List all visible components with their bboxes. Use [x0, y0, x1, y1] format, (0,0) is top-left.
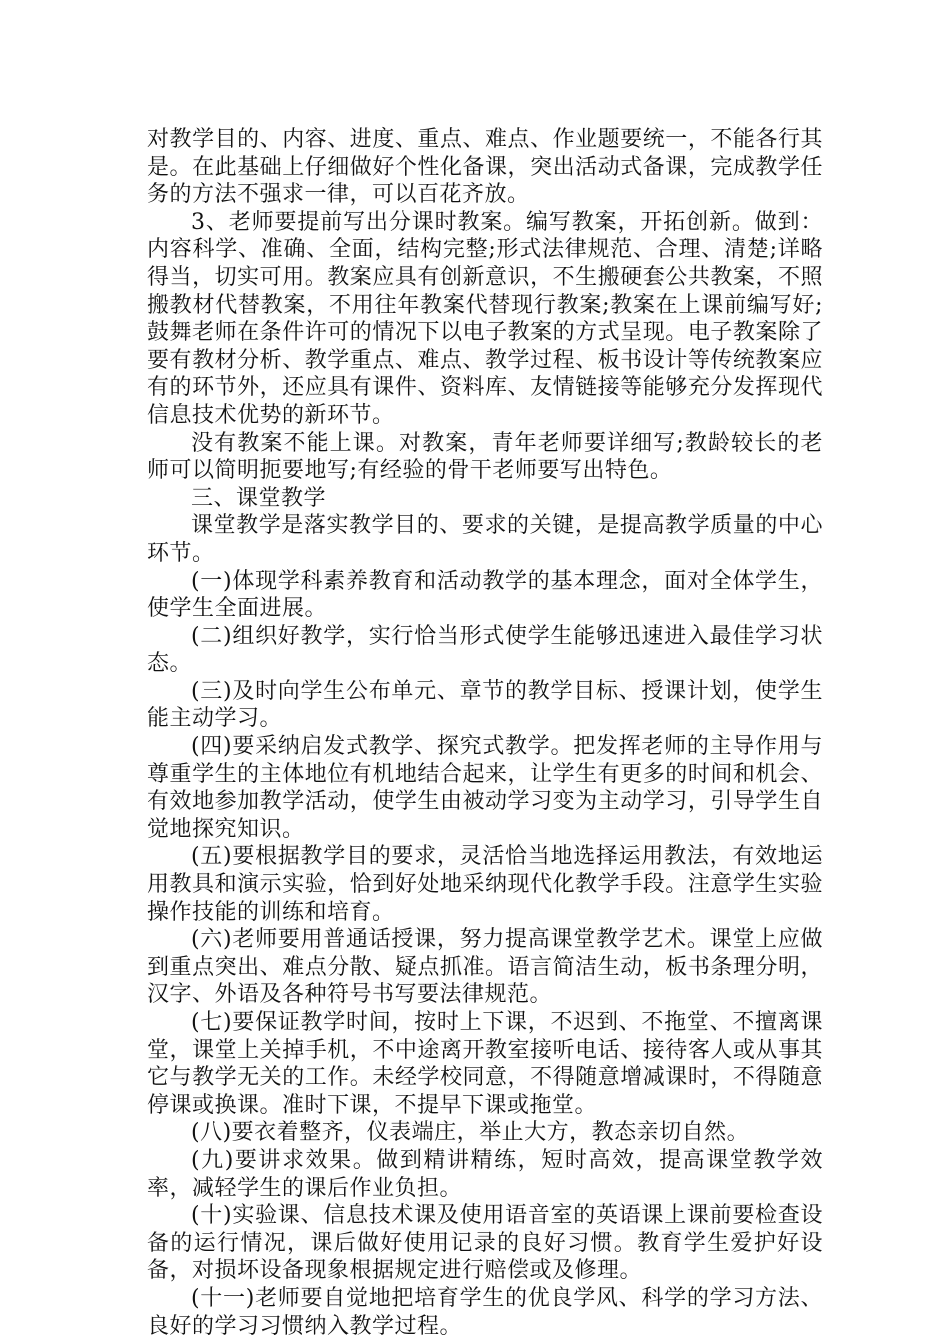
- section-heading-classroom-teaching: 三、课堂教学: [191, 485, 327, 511]
- paragraph-item-7: (七)要保证教学时间，按时上下课，不迟到、不拖堂、不擅离课堂，课堂上关掉手机，不中途离开教室接听电话、接待客人或从事其它与教学无关的工作。未经学校同意，不得随意增减课时，不得随意停课或换课。准时下课，不提早下课或拖堂。: [147, 1010, 823, 1118]
- paragraph-item-2: (二)组织好教学，实行恰当形式使学生能够迅速进入最佳学习状态。: [147, 623, 823, 677]
- paragraph-continuation: 对教学目的、内容、进度、重点、难点、作业题要统一，不能各行其是。在此基础上仔细做好个性化备课，突出活动式备课，完成教学任务的方法不强求一律，可以百花齐放。: [147, 127, 823, 208]
- paragraph-item-10: (十)实验课、信息技术课及使用语音室的英语课上课前要检查设备的运行情况，课后做好使用记录的良好习惯。教育学生爱护好设备，对损坏设备现象根据规定进行赔偿或及修理。: [147, 1203, 823, 1284]
- paragraph-lesson-plan: 3、老师要提前写出分课时教案。编写教案，开拓创新。做到：内容科学、准确、全面，结构完整;形式法律规范、合理、清楚;详略得当，切实可用。教案应具有创新意识，不生搬硬套公共教案，不照搬教材代替教案，不用往年教案代替现行教案;教案在上课前编写好;鼓舞老师在条件许可的情况下以电子教案的方式呈现。电子教案除了要有教材分析、教学重点、难点、教学过程、板书设计等传统教案应有的环节外，还应具有课件、资料库、友情链接等能够充分发挥现代信息技术优势的新环节。: [147, 209, 823, 428]
- paragraph-item-4: (四)要采纳启发式教学、探究式教学。把发挥老师的主导作用与尊重学生的主体地位有机地结合起来，让学生有更多的时间和机会、有效地参加教学活动，使学生由被动学习变为主动学习，引导学生自觉地探究知识。: [147, 734, 823, 842]
- paragraph-item-8: (八)要衣着整齐，仪表端庄，举止大方，教态亲切自然。: [191, 1120, 750, 1146]
- paragraph-item-6: (六)老师要用普通话授课，努力提高课堂教学艺术。课堂上应做到重点突出、难点分散、疑点抓准。语言简洁生动，板书条理分明，汉字、外语及各种符号书写要法律规范。: [147, 927, 823, 1008]
- paragraph-classroom-intro: 课堂教学是落实教学目的、要求的关键，是提高教学质量的中心环节。: [147, 513, 823, 566]
- paragraph-item-9: (九)要讲求效果。做到精讲精练，短时高效，提高课堂教学效率，减轻学生的课后作业负担。: [147, 1147, 823, 1201]
- paragraph-item-11: (十一)老师要自觉地把培育学生的优良学风、科学的学习方法、良好的学习习惯纳入教学过程。: [147, 1285, 823, 1339]
- paragraph-item-5: (五)要根据教学目的要求，灵活恰当地选择运用教法，有效地运用教具和演示实验，恰到好处地采纳现代化教学手段。注意学生实验操作技能的训练和培育。: [147, 844, 823, 925]
- document-body: [147, 126, 823, 1340]
- paragraph-item-3: (三)及时向学生公布单元、章节的教学目标、授课计划，使学生能主动学习。: [147, 678, 823, 732]
- paragraph-item-1: (一)体现学科素养教育和活动教学的基本理念，面对全体学生，使学生全面进展。: [147, 568, 823, 622]
- paragraph-no-plan-no-class: 没有教案不能上课。对教案，青年老师要详细写;教龄较长的老师可以简明扼要地写;有经验的骨干老师要写出特色。: [147, 430, 823, 484]
